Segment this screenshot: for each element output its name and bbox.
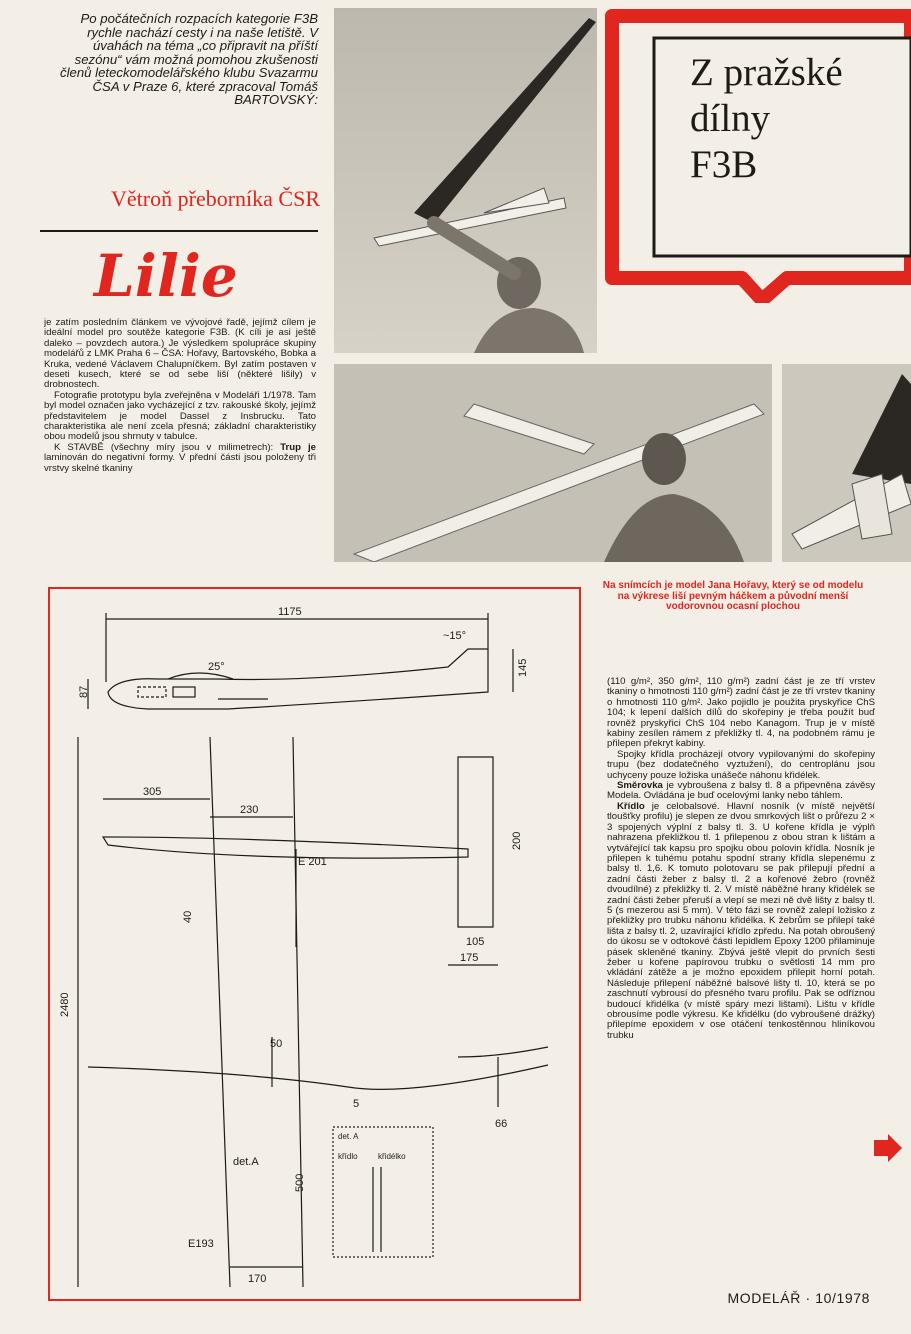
dim-label: 40 [182,910,194,923]
photo-model-held [334,364,772,562]
detail-label: det. A [338,1132,359,1141]
body-text: laminován do negativní formy. V přední části jsou položeny tři vrstvy skelné tkaniny [44,452,316,474]
dim-label: ~15° [443,630,467,642]
body-paragraph [44,443,316,474]
dim-label: 2480 [59,992,71,1017]
body-paragraph [607,781,875,802]
page-footer: MODELÁŘ · 10/1978 [727,1290,870,1306]
wing-trailing-edge [293,737,303,1287]
dim-label: 50 [270,1038,283,1050]
fuselage-side-view [108,649,488,709]
construction-lead: K STAVBĚ (všechny míry jsou v milimetrech): [54,441,274,453]
continue-arrow-icon [870,1130,906,1166]
term-trup: Trup je [280,441,316,453]
canopy [168,673,233,679]
dim-label: 305 [143,786,162,798]
dim-label: 87 [78,685,90,698]
dim-label: E 201 [298,856,327,868]
technical-drawing [48,587,581,1301]
photo-caption: Na snímcích je model Jana Hořavy, který se od modelu na výkrese liší pevným háčkem a původní menší vodorovnou ocasní plochou [602,580,864,613]
body-paragraph: Fotografie prototypu byla zveřejněna v Modeláři 1/1978. Tam byl model označen jako vycházející z tzv. rakouské školy, jejímž představitelem je model Dassel z Insbrucku. Tato charakteristika ale není zcela přesná; základní charakteristiky obou modelů jsou shrnuty v tabulce. [44,389,316,443]
dim-label: det.A [233,1156,259,1168]
body-paragraph: (110 g/m², 350 g/m², 110 g/m²) zadní část je ze tří vrstev tkaniny o hmotnosti 110 g/m²) zadní část je ze tří vrstev tkaniny o hmotnosti 110 g/m². Jako pojidlo je použita pryskyřice ChS 104; k lepení dalších dílů do skořepiny je třeba použít buď rovněž pryskyřici ChS 104 nebo Kanagom. Trup je v místě kabiny zesílen rámem z překližky tl. 4, na podobném rámu je přilepen překryt kabiny. [607,677,875,750]
header-line: Z pražské [690,51,843,94]
dim-label: 500 [294,1173,306,1192]
model-name: Lilie [94,242,238,310]
dim-label: 200 [511,831,523,850]
front-view [88,1065,548,1089]
body-text: je celobalsové. Hlavní nosník (v místě největší tloušťky profilu) je slepen ze dvou smrkových lišt o průřezu 2 × 3 spojených výplní z balsy tl. 3. U kořene křídla je výplň nahrazena překližkou tl. 1 přilepenou z obou stran k lištám a vytvářející tak kapsu pro spojku obou polovin křídla. Nosník je přilepen k tuhému potahu spodní strany křídla slepenému z balsy tl. 1,6. K tomuto polotovaru se pak přilepují přední a zadní části žeber z balsy tl. 2 a kořenové žebro (rovněž dvoudílné) z překližky tl. 2. V místě náběžné hrany křidélek se zadní části žeber přeruší a vlepí se mezi ně dvě lišty z balsy tl. 5 (s mezerou asi 5 mm). V této fázi se rovněž zalepí ložisko z překližky pro trubku náhonu křidélka. K žebrům se přilepí také lišta z balsy tl. 2, uzavírající křídlo zpředu. Na potah obroušený do úkosu se v odtokové části lepidlem Epoxy 1200 přilaminuje pásek skleněné tkaniny. Zbývá ještě vlepit do prvních šesti žeber u kořene papírovou trubku o světlosti 14 mm pro vkládání zátěže a je možno epoxidem přilepit horní potah. Následuje přilepení náběžné balsové lišty tl. 10, která se po zaschnutí vybrousí do přesného tvaru profilu. Pak se odříznou budoucí křidélka (v místě spáry mezi lištami). Lištu v křídle obrousíme podle výkresu. Ke křidélku (do vybroušené drážky) přilepíme epoxidem v ose otáčení tenkostěnnou hliníkovou trubku [607,800,875,1041]
wing-leading-edge [210,737,230,1287]
dim-label: 1175 [278,606,302,618]
body-column-1 [44,318,316,558]
dim-label: 170 [248,1273,267,1285]
dim-label: 145 [517,658,529,677]
body-column-2 [607,677,875,1167]
term-kridlo: Křídlo [617,800,645,812]
dim-label: 105 [466,936,485,948]
detail-label: křidélko [378,1152,406,1161]
body-paragraph: Spojky křídla procházejí otvory vypilovanými do skořepiny trupu (bez dodatečného vyztužení), do centroplánu jsou uchyceny pouze ložiska unášeče náhonu křidélek. [607,748,875,781]
article-title: Větroň přeborníka ČSR [111,186,320,211]
horizontal-tail [458,757,493,927]
title-divider [40,230,318,232]
dim-label: 175 [460,952,479,964]
body-text: je vybroušena z balsy tl. 8 a připevněna závěsy Modela. Ovládána je buď ocelovými lanky nebo táhlem. [607,780,875,802]
dim-label: 5 [353,1098,360,1110]
header-line: dílny [690,97,771,140]
intro-paragraph: Po počátečních rozpacích kategorie F3B rychle nachází cesty i na naše letiště. V úvahách na téma „co připravit na příští sezónu“ vám možná pomohou zkušenosti členů leteckomodelářského klubu Svazarmu ČSA v Praze 6, které zpracoval Tomáš BARTOVSKÝ: [59,11,318,107]
photo-tail-detail [782,364,911,562]
body-paragraph: je zatím posledním článkem ve vývojové řadě, jejímž cílem je ideální model pro soutěže kategorie F3B. (K cíli je asi ještě daleko – povzdech autora.) Je výsledkem spolupráce skupiny modelářů z LMK Praha 6 – ČSA: Hořavy, Bartovského, Bobka a Kruka, vedené Václavem Chalupníčkem. Byl zatím postaven v deseti kusech, které se od sebe liší (některé lišily) v drobnostech. [44,318,316,391]
dim-label: 230 [240,804,259,816]
body-paragraph [607,802,875,1041]
header-line: F3B [690,143,758,186]
model-name-logo [86,238,286,316]
dim-label: E193 [188,1238,214,1250]
section-header-title [690,50,890,188]
dim-label: 25° [208,661,225,673]
dim-label: 66 [495,1118,508,1130]
photo-model-launch [334,8,597,353]
term-smerovka: Směrovka [617,780,663,792]
fuselage-plan-view [103,837,468,858]
detail-label: křídlo [338,1152,358,1161]
